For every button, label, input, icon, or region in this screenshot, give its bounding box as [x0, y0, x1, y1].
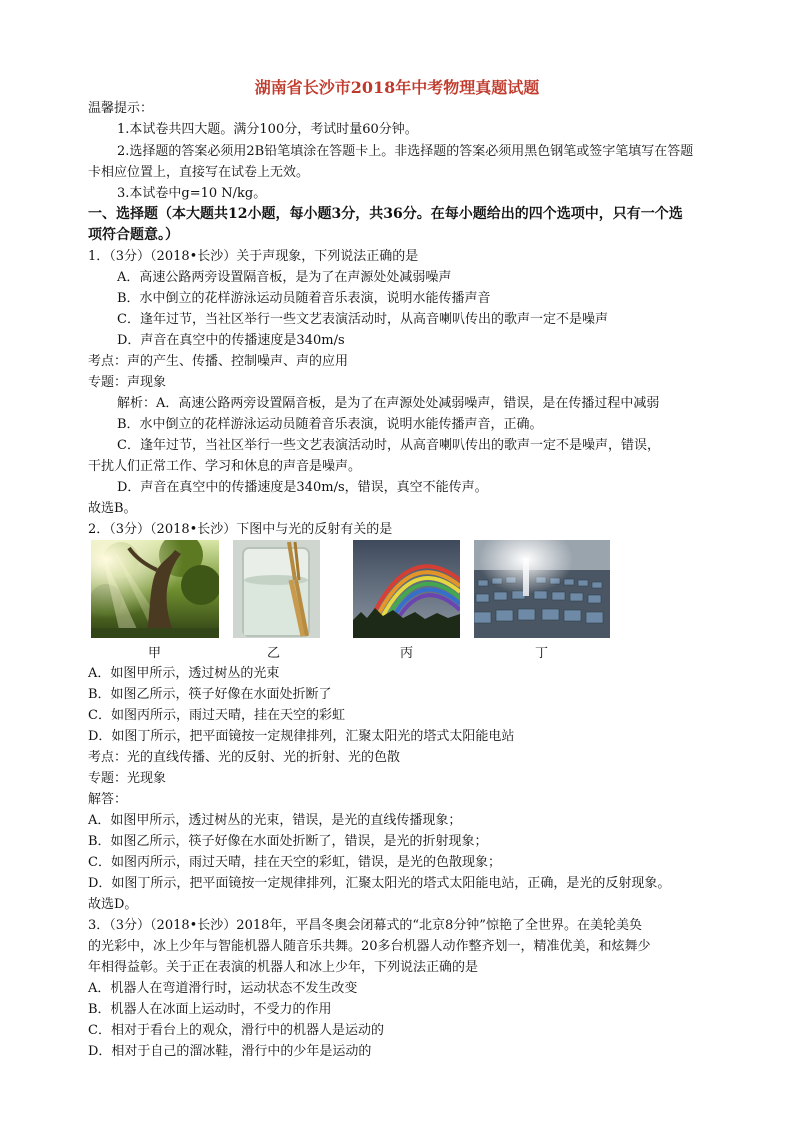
- glass-chopsticks-image: [233, 540, 320, 638]
- q3-option-d: D．相对于自己的溜冰鞋，滑行中的少年是运动的: [88, 1044, 372, 1059]
- note-2-cont: 卡相应位置上，直接写在试卷上无效。: [88, 165, 310, 180]
- q2-analysis-b: B．如图乙所示，筷子好像在水面处折断了，错误，是光的折射现象；: [88, 834, 488, 849]
- q1-option-a: A．高速公路两旁设置隔音板，是为了在声源处处减弱噪声: [117, 270, 452, 285]
- q2-option-c: C．如图丙所示，雨过天晴，挂在天空的彩虹: [88, 708, 345, 723]
- notice-heading: 温馨提示：: [88, 101, 154, 116]
- q2-zhuanti: 专题：光现象: [88, 771, 167, 786]
- q1-option-b: B．水中倒立的花样游泳运动员随着音乐表演，说明水能传播声音: [117, 291, 491, 306]
- note-2: 2.选择题的答案必须用2B铅笔填涂在答题卡上。非选择题的答案必须用黑色钢笔或签字笔填写在答题: [117, 144, 694, 159]
- q1-analysis-c: C．逢年过节，当社区举行一些文艺表演活动时，从高音喇叭传出的歌声一定不是噪声，错误，: [117, 438, 660, 453]
- q1-analysis-b: B．水中倒立的花样游泳运动员随着音乐表演，说明水能传播声音，正确。: [117, 417, 543, 432]
- q2-analysis-c: C．如图丙所示，雨过天晴，挂在天空的彩虹，错误，是光的色散现象；: [88, 855, 501, 870]
- solar-tower-image: [474, 540, 610, 638]
- section-heading: 一、选择题（本大题共12小题，每小题3分，共36分。在每小题给出的四个选项中，只有一个选: [88, 206, 683, 222]
- q1-analysis-c-cont: 干扰人们正常工作、学习和休息的声音是噪声。: [88, 459, 362, 474]
- photo-yi-chopsticks-in-water: [233, 540, 320, 638]
- tree-sunbeam-image: [91, 540, 219, 638]
- q3-stem-2: 的光彩中，冰上少年与智能机器人随音乐共舞。20多台机器人动作整齐划一，精准优美，和炫舞少: [88, 939, 651, 954]
- q3-stem-1: 3．（3分）（2018•长沙）2018年，平昌冬奥会闭幕式的“北京8分钟”惊艳了全世界。在美轮美奂: [88, 918, 642, 933]
- q3-option-c: C．相对于看台上的观众，滑行中的机器人是运动的: [88, 1023, 384, 1038]
- q1-analysis-d: D．声音在真空中的传播速度是340m/s，错误，真空不能传声。: [117, 480, 488, 495]
- q3-option-a: A．机器人在弯道滑行时，运动状态不发生改变: [88, 981, 358, 996]
- q2-option-b: B．如图乙所示，筷子好像在水面处折断了: [88, 687, 332, 702]
- q1-answer: 故选B。: [88, 501, 137, 516]
- q1-option-d: D．声音在真空中的传播速度是340m/s: [117, 333, 345, 348]
- page-title: 湖南省长沙市2018年中考物理真题试题: [254, 78, 540, 97]
- note-3: 3.本试卷中g=10 N/kg。: [117, 186, 267, 201]
- q2-kaodian: 考点：光的直线传播、光的反射、光的折射、光的色散: [88, 750, 401, 765]
- q1-kaodian: 考点：声的产生、传播、控制噪声、声的应用: [88, 354, 349, 369]
- q2-analysis-a: A．如图甲所示，透过树丛的光束，错误，是光的直线传播现象；: [88, 813, 462, 828]
- caption-bing: 丙: [400, 646, 414, 661]
- q2-jieda: 解答：: [88, 792, 128, 807]
- q2-analysis-d: D．如图丁所示，把平面镜按一定规律排列，汇聚太阳光的塔式太阳能电站，正确，是光的反射现象。: [88, 876, 671, 891]
- q2-answer: 故选D。: [88, 897, 138, 912]
- q2-option-d: D．如图丁所示，把平面镜按一定规律排列，汇聚太阳光的塔式太阳能电站: [88, 729, 515, 744]
- q3-stem-3: 年相得益彰。关于正在表演的机器人和冰上少年，下列说法正确的是: [88, 960, 479, 975]
- section-heading-cont: 项符合题意。）: [88, 227, 179, 243]
- q1-stem: 1．（3分）（2018•长沙）关于声现象，下列说法正确的是: [88, 249, 419, 264]
- q1-zhuanti: 专题：声现象: [88, 375, 167, 390]
- q1-option-c: C．逢年过节，当社区举行一些文艺表演活动时，从高音喇叭传出的歌声一定不是噪声: [117, 312, 608, 327]
- q1-analysis-a: 解析：A．高速公路两旁设置隔音板，是为了在声源处处减弱噪声，错误，是在传播过程中减弱: [117, 396, 660, 411]
- rainbow-image: [353, 540, 460, 638]
- caption-ding: 丁: [535, 646, 549, 661]
- note-1: 1.本试卷共四大题。满分100分，考试时量60分钟。: [117, 122, 418, 137]
- photo-jia-sunbeams-through-trees: [91, 540, 219, 638]
- q2-option-a: A．如图甲所示，透过树丛的光束: [88, 666, 280, 681]
- q3-option-b: B．机器人在冰面上运动时，不受力的作用: [88, 1002, 332, 1017]
- photo-bing-rainbow: [353, 540, 460, 638]
- q2-stem: 2．（3分）（2018•长沙）下图中与光的反射有关的是: [88, 522, 393, 537]
- caption-yi: 乙: [267, 646, 281, 661]
- photo-ding-solar-tower-station: [474, 540, 610, 638]
- caption-jia: 甲: [148, 646, 162, 661]
